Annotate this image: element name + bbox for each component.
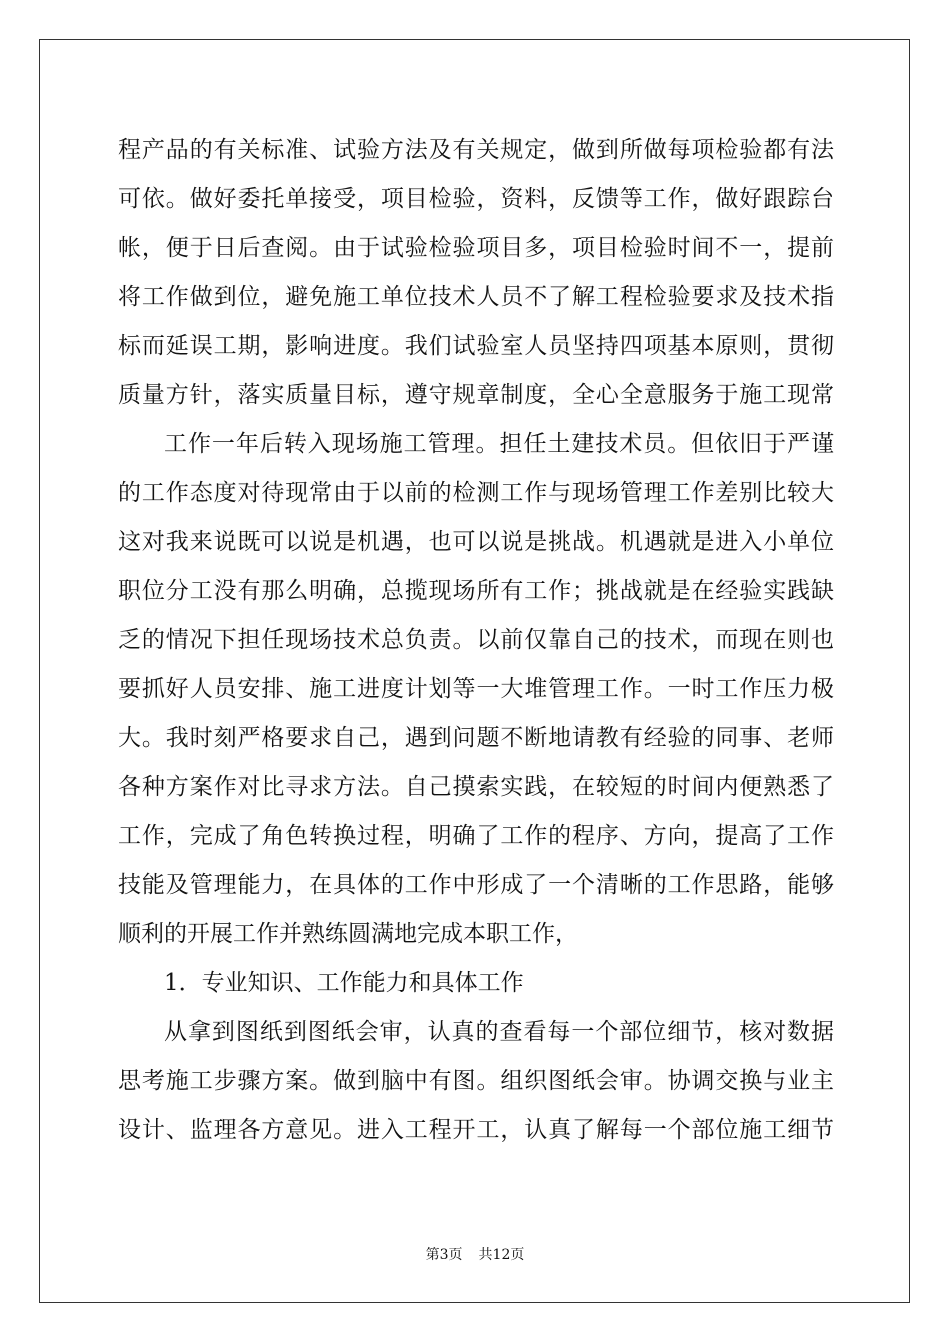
text-line: 职位分工没有那么明确，总揽现场所有工作；挑战就是在经验实践缺 (118, 578, 834, 604)
text-line: 质量方针，落实质量目标，遵守规章制度，全心全意服务于施工现常 (118, 382, 834, 408)
text-line: 程产品的有关标准、试验方法及有关规定，做到所做每项检验都有法 (118, 137, 834, 163)
text-line: 帐，便于日后查阅。由于试验检验项目多，项目检验时间不一，提前 (118, 235, 834, 261)
text-line: 标而延误工期，影响进度。我们试验室人员坚持四项基本原则，贯彻 (118, 333, 834, 359)
text-line: 各种方案作对比寻求方法。自己摸索实践，在较短的时间内便熟悉了 (118, 774, 834, 800)
page-number: 第3页 (425, 1247, 463, 1263)
text-line: 大。我时刻严格要求自己，遇到问题不断地请教有经验的同事、老师 (118, 725, 834, 751)
text-line: 可依。做好委托单接受，项目检验，资料，反馈等工作，做好跟踪台 (118, 186, 834, 212)
text-line: 乏的情况下担任现场技术总负责。以前仅靠自己的技术，而现在则也 (118, 627, 834, 653)
text-line: 技能及管理能力，在具体的工作中形成了一个清晰的工作思路，能够 (118, 872, 834, 898)
text-line: 要抓好人员安排、施工进度计划等一大堆管理工作。一时工作压力极 (118, 676, 834, 702)
text-line: 的工作态度对待现常由于以前的检测工作与现场管理工作差别比较大 (118, 480, 834, 506)
page-total: 共12页 (478, 1247, 525, 1263)
text-line: 将工作做到位，避免施工单位技术人员不了解工程检验要求及技术指 (118, 284, 834, 310)
text-line: 思考施工步骤方案。做到脑中有图。组织图纸会审。协调交换与业主 (118, 1068, 834, 1094)
text-line: 工作一年后转入现场施工管理。担任土建技术员。但依旧于严谨 (164, 431, 834, 457)
document-body (118, 126, 834, 1155)
text-line: 工作，完成了角色转换过程，明确了工作的程序、方向，提高了工作 (118, 823, 834, 849)
section-heading: 1．专业知识、工作能力和具体工作 (164, 970, 524, 996)
text-line: 从拿到图纸到图纸会审，认真的查看每一个部位细节，核对数据 (164, 1019, 834, 1045)
text-line: 顺利的开展工作并熟练圆满地完成本职工作， (118, 921, 578, 947)
text-line: 设计、监理各方意见。进入工程开工，认真了解每一个部位施工细节 (118, 1117, 834, 1143)
text-line: 这对我来说既可以说是机遇，也可以说是挑战。机遇就是进入小单位 (118, 529, 834, 555)
page-footer (0, 1244, 950, 1264)
